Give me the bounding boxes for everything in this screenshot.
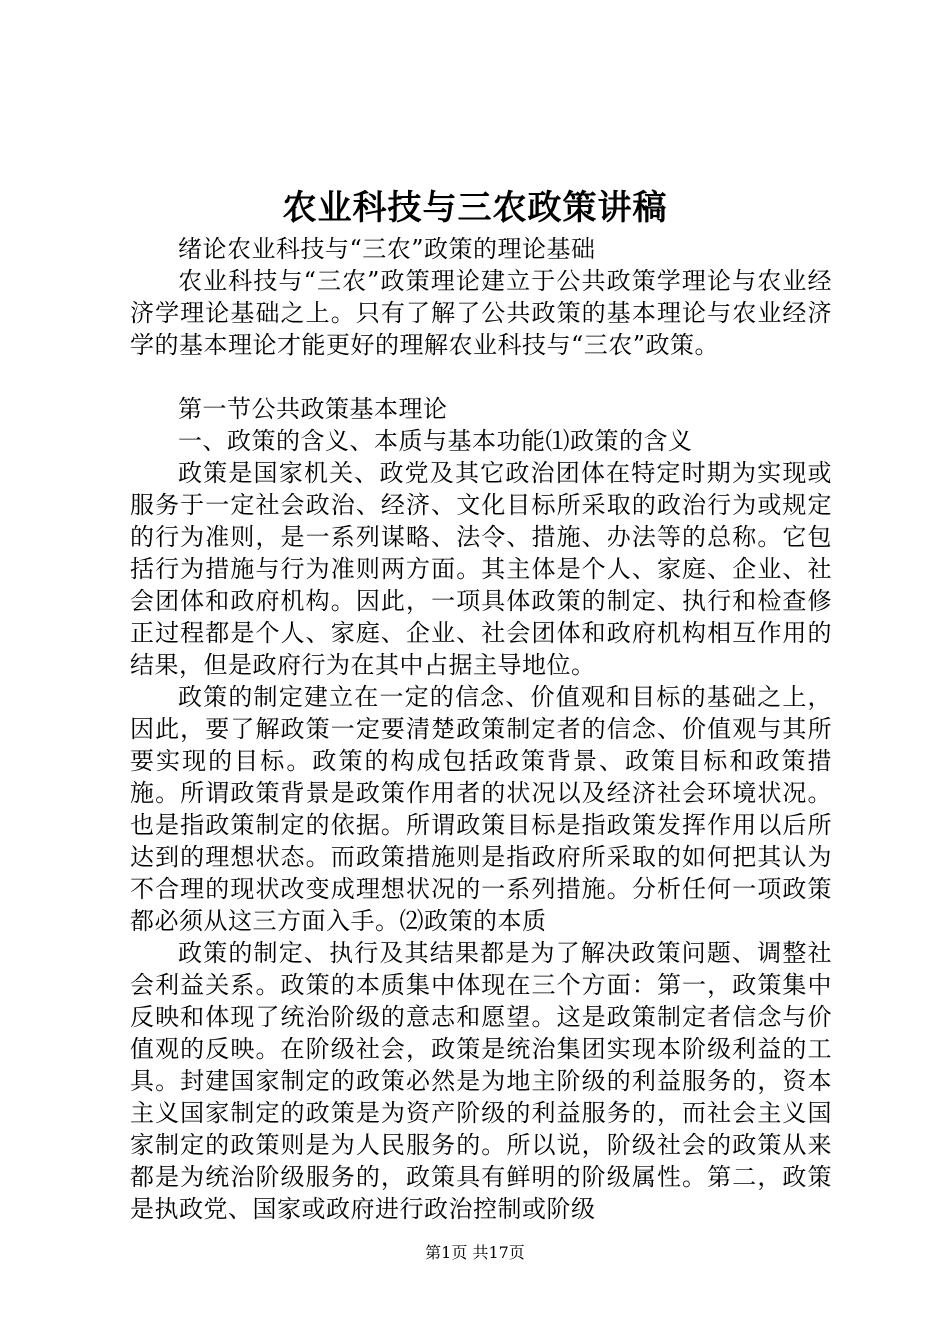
body-paragraph: 政策的制定建立在一定的信念、价值观和目标的基础之上，因此，要了解政策一定要清楚政策制定者的信念、价值观与其所要实现的目标。政策的构成包括政策背景、政策目标和政策措施。所谓政策背景是政策作用者的状况以及经济社会环境状况。也是指政策制定的依据。所谓政策目标是指政策发挥作用以后所达到的理想状态。而政策措施则是指政府所采取的如何把其认为不合理的现状改变成理想状况的一系列措施。分析任何一项政策都必须从这三方面入手。⑵政策的本质 — [130, 683, 832, 935]
section-heading: 第一节公共政策基本理论 — [178, 395, 448, 423]
body-paragraph: 政策的制定、执行及其结果都是为了解决政策问题、调整社会利益关系。政策的本质集中体现在三个方面：第一，政策集中反映和体现了统治阶级的意志和愿望。这是政策制定者信念与价值观的反映。在阶级社会，政策是统治集团实现本阶级利益的工具。封建国家制定的政策必然是为地主阶级的利益服务的，资本主义国家制定的政策是为资产阶级的利益服务的，而社会主义国家制定的政策则是为人民服务的。所以说，阶级社会的政策从来都是为统治阶级服务的，政策具有鲜明的阶级属性。第二，政策是执政党、国家或政府进行政治控制或阶级 — [130, 939, 832, 1223]
body-paragraph: 政策是国家机关、政党及其它政治团体在特定时期为实现或服务于一定社会政治、经济、文化目标所采取的政治行为或规定的行为准则，是一系列谋略、法令、措施、办法等的总称。它包括行为措施与行为准则两方面。其主体是个人、家庭、企业、社会团体和政府机构。因此，一项具体政策的制定、执行和检查修正过程都是个人、家庭、企业、社会团体和政府机构相互作用的结果，但是政府行为在其中占据主导地位。 — [130, 459, 832, 679]
intro-paragraph: 农业科技与“三农”政策理论建立于公共政策学理论与农业经济学理论基础之上。只有了解了公共政策的基本理论与农业经济学的基本理论才能更好的理解农业科技与“三农”政策。 — [130, 267, 832, 359]
document-body — [130, 233, 832, 1225]
page-number-footer: 第1页 共17页 — [425, 1243, 525, 1262]
subsection-heading: 一、政策的含义、本质与基本功能⑴政策的含义 — [178, 427, 693, 455]
paragraph-gap — [130, 361, 832, 393]
intro-heading: 绪论农业科技与“三农”政策的理论基础 — [178, 235, 596, 263]
document-title: 农业科技与三农政策讲稿 — [282, 188, 668, 228]
